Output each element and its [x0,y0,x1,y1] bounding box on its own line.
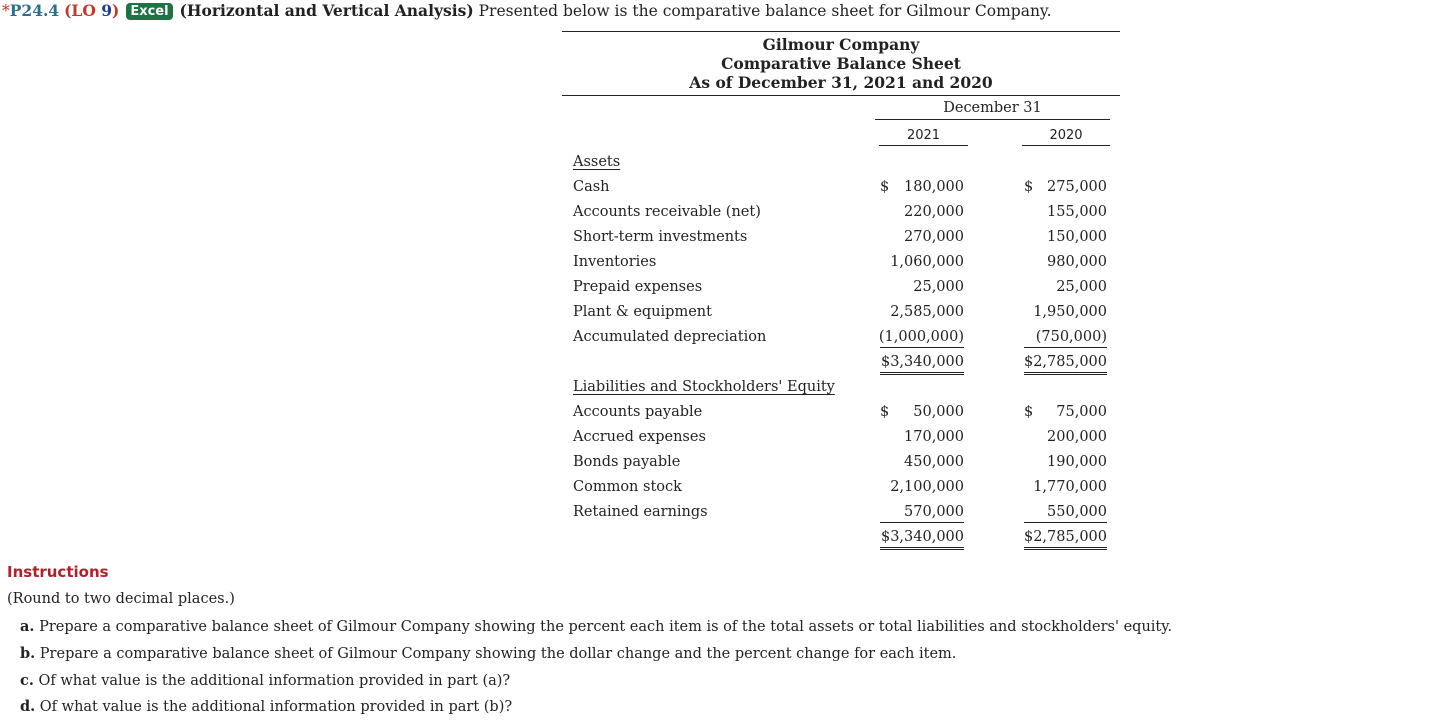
problem-topic: (Horizontal and Vertical Analysis) [179,1,474,20]
column-header-2020: 2020 [1049,128,1083,143]
liability-bonds-payable-2020: 190,000 [1047,454,1107,470]
period-header-rule [875,119,1110,120]
asset-label-cash: Cash [573,179,610,195]
liability-label-accrued-expenses: Accrued expenses [573,429,706,445]
instruction-letter: c. [20,672,34,689]
column-header-2021-rule [879,145,968,146]
total-liabilities-equity-2020: $2,785,000 [1024,527,1107,550]
asset-prepaid-expenses-2021: 25,000 [913,279,964,295]
column-header-2020-rule [1022,145,1110,146]
asset-accumulated-depreciation-2021: (1,000,000) [880,327,964,348]
total-liabilities-equity-2021: $3,340,000 [880,527,964,550]
learning-objective-number[interactable]: 9 [101,1,113,20]
problem-heading [2,1,1052,21]
learning-objective-close: ) [112,1,120,20]
equity-common-stock-2020: 1,770,000 [1033,479,1107,495]
instructions-title: Instructions [7,563,109,581]
asset-cash-2020: $ 275,000 [1024,179,1107,195]
asset-plant-equipment-2020: 1,950,000 [1033,304,1107,320]
asset-receivables-2021: 220,000 [904,204,964,220]
instruction-text: Prepare a comparative balance sheet of Gilmour Company showing the percent each item is of the total assets or total liabilities and stockholders' equity. [39,619,1173,635]
asset-label-receivables: Accounts receivable (net) [573,204,761,220]
instruction-item-c [20,672,510,689]
asset-receivables-2020: 155,000 [1047,204,1107,220]
liability-accounts-payable-2020: $ 75,000 [1024,404,1107,420]
instruction-letter: d. [20,698,36,715]
equity-common-stock-2021: 2,100,000 [890,479,964,495]
problem-number: P24.4 [9,1,60,20]
instruction-letter: a. [20,618,35,635]
problem-description: Presented below is the comparative balance sheet for Gilmour Company. [478,2,1052,20]
statement-top-rule [562,31,1120,32]
asset-inventories-2021: 1,060,000 [890,254,964,270]
liability-accrued-expenses-2020: 200,000 [1047,429,1107,445]
equity-label-retained-earnings: Retained earnings [573,504,708,520]
total-assets-2020: $2,785,000 [1024,352,1107,375]
statement-header-rule [562,95,1120,96]
total-assets-2021: $3,340,000 [880,352,964,375]
instruction-text: Prepare a comparative balance sheet of Gilmour Company showing the dollar change and the percent change for each item. [39,646,957,662]
rounding-note: (Round to two decimal places.) [7,591,235,607]
equity-retained-earnings-2020: 550,000 [1024,502,1107,523]
period-header: December 31 [943,100,1042,116]
instruction-item-d [20,698,512,715]
asset-label-inventories: Inventories [573,254,657,270]
asset-label-prepaid-expenses: Prepaid expenses [573,279,703,295]
assets-heading: Assets [573,154,621,170]
liability-label-accounts-payable: Accounts payable [573,404,703,420]
instruction-item-a [20,618,1172,635]
asset-label-short-term-investments: Short-term investments [573,229,748,245]
instruction-text: Of what value is the additional information provided in part (a)? [38,673,511,689]
asset-cash-2021: $ 180,000 [880,179,964,195]
asset-label-accumulated-depreciation: Accumulated depreciation [573,329,767,345]
asset-inventories-2020: 980,000 [1047,254,1107,270]
instruction-text: Of what value is the additional information provided in part (b)? [39,699,513,715]
column-header-2021: 2021 [906,128,941,143]
asset-short-term-investments-2021: 270,000 [904,229,964,245]
company-name: Gilmour Company [762,35,920,54]
required-star: * [2,2,10,20]
liability-bonds-payable-2021: 450,000 [904,454,964,470]
asset-accumulated-depreciation-2020: (750,000) [1024,327,1107,348]
equity-retained-earnings-2021: 570,000 [880,502,964,523]
asset-label-plant-equipment: Plant & equipment [573,304,712,320]
statement-date: As of December 31, 2021 and 2020 [689,73,993,92]
asset-prepaid-expenses-2020: 25,000 [1056,279,1107,295]
liability-accrued-expenses-2021: 170,000 [904,429,964,445]
equity-label-common-stock: Common stock [573,479,682,495]
liability-accounts-payable-2021: $ 50,000 [880,404,964,420]
liabilities-heading: Liabilities and Stockholders' Equity [573,379,835,395]
statement-title: Comparative Balance Sheet [721,54,961,73]
asset-short-term-investments-2020: 150,000 [1047,229,1107,245]
excel-badge: Excel [126,3,172,20]
instruction-item-b [20,645,956,662]
instruction-letter: b. [20,645,36,662]
learning-objective-open: (LO [64,1,102,20]
asset-plant-equipment-2021: 2,585,000 [890,304,964,320]
liability-label-bonds-payable: Bonds payable [573,454,681,470]
